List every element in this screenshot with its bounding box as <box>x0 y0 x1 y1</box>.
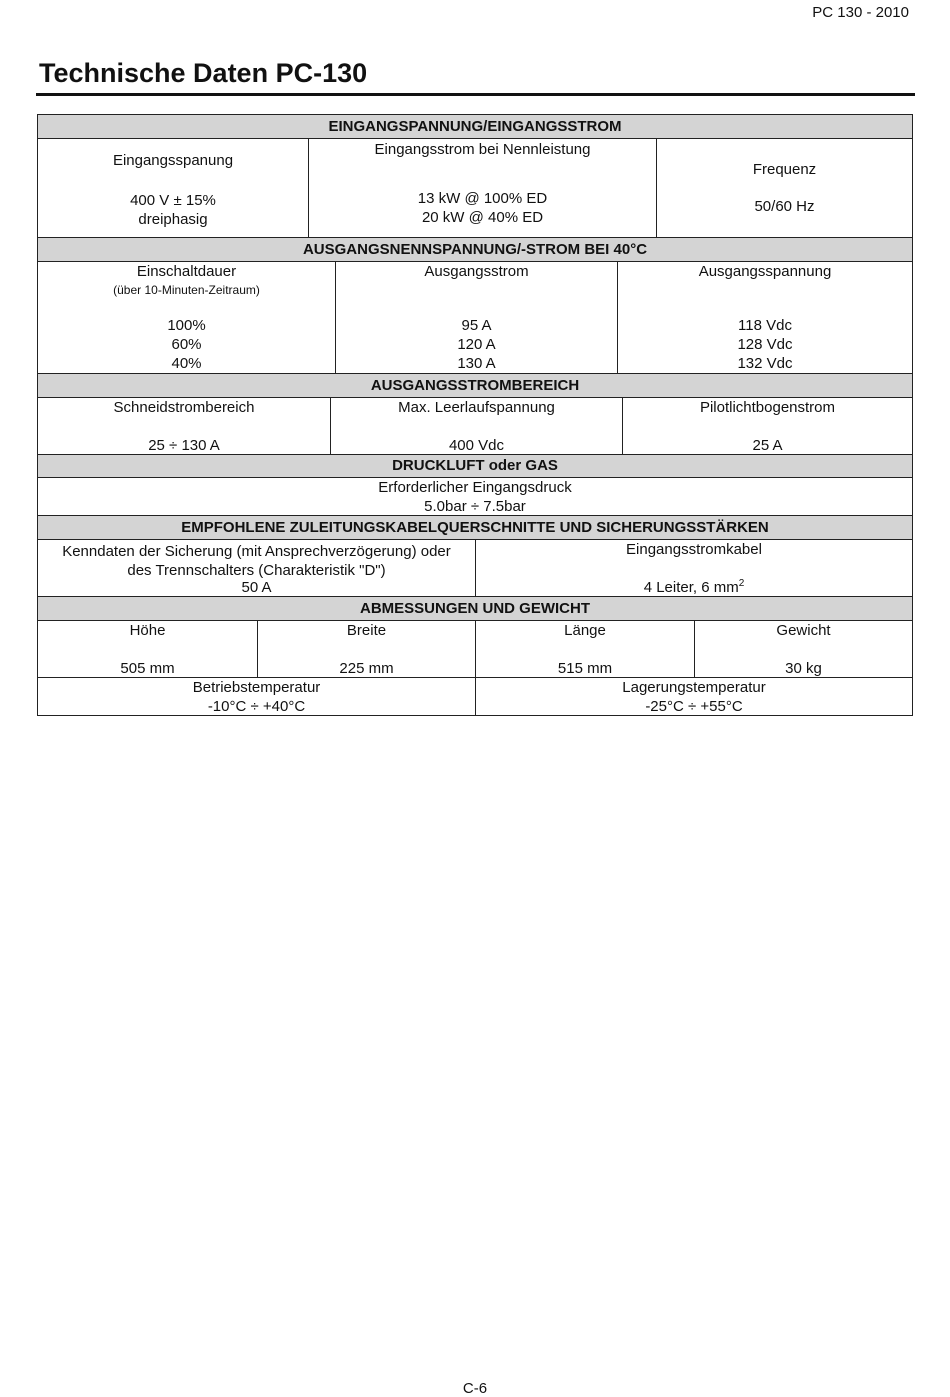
document-reference: PC 130 - 2010 <box>812 4 909 21</box>
open-circuit-voltage-label: Max. Leerlaufspannung <box>398 399 555 416</box>
input-row <box>37 138 913 238</box>
dimensions-heading: ABMESSUNGEN UND GEWICHT <box>37 596 913 621</box>
length-cell <box>475 621 694 677</box>
output-voltage-value: 132 Vdc <box>737 355 793 372</box>
range-row <box>37 397 913 455</box>
operating-temperature-cell <box>38 678 475 715</box>
input-voltage-value: 400 V ± 15% <box>130 192 216 209</box>
duty-cycle-cell <box>38 262 335 373</box>
air-pressure-label: Erforderlicher Eingangsdruck <box>378 479 572 496</box>
input-frequency-value: 50/60 Hz <box>754 198 815 215</box>
height-value: 505 mm <box>120 660 175 677</box>
cutting-range-cell <box>38 398 330 454</box>
operating-temperature-label: Betriebstemperatur <box>192 679 321 696</box>
duty-cycle-note: (über 10-Minuten-Zeitraum) <box>113 283 260 297</box>
air-row <box>37 477 913 516</box>
input-cable-value: 4 Leiter, 6 mm <box>643 579 739 596</box>
height-cell <box>38 621 257 677</box>
input-cable-label: Eingangsstromkabel <box>626 541 762 558</box>
pilot-arc-value: 25 A <box>752 437 783 454</box>
operating-temperature-value: -10°C ÷ +40°C <box>207 698 306 715</box>
output-current-label: Ausgangsstrom <box>424 263 529 280</box>
input-current-label: Eingangsstrom bei Nennleistung <box>374 141 591 158</box>
output-current-value: 95 A <box>461 317 492 334</box>
output-current-value: 120 A <box>457 336 496 353</box>
weight-label: Gewicht <box>776 622 831 639</box>
open-circuit-voltage-value: 400 Vdc <box>448 437 505 454</box>
duty-cycle-label: Einschaltdauer <box>136 263 237 280</box>
storage-temperature-value: -25°C ÷ +55°C <box>645 698 743 715</box>
storage-temperature-cell <box>475 678 912 715</box>
duty-cycle-value: 60% <box>171 336 202 353</box>
pilot-arc-label: Pilotlichtbogenstrom <box>699 399 836 416</box>
weight-value: 30 kg <box>785 660 822 677</box>
cutting-range-label: Schneidstrombereich <box>113 399 255 416</box>
cables-heading: EMPFOHLENE ZULEITUNGSKABELQUERSCHNITTE UND SICHERUNGSSTÄRKEN <box>37 515 913 540</box>
input-current-value-40: 20 kW @ 40% ED <box>421 209 544 226</box>
input-voltage-cell <box>38 139 308 237</box>
output-row <box>37 261 913 374</box>
output-voltage-value: 128 Vdc <box>737 336 793 353</box>
input-voltage-phase: dreiphasig <box>138 211 208 228</box>
cables-row <box>37 539 913 597</box>
temperature-row <box>37 677 913 716</box>
output-current-cell <box>335 262 617 373</box>
fuse-cell <box>38 540 475 596</box>
width-cell <box>257 621 475 677</box>
input-cable-value-line <box>476 578 912 597</box>
dimensions-row <box>37 620 913 678</box>
fuse-label-continued: des Trennschalters (Charakteristik "D") <box>127 562 386 579</box>
output-heading: AUSGANGSNENNSPANNUNG/-STROM BEI 40°C <box>37 237 913 262</box>
storage-temperature-label: Lagerungstemperatur <box>622 679 766 696</box>
output-voltage-label: Ausgangsspannung <box>698 263 832 280</box>
input-cable-unit-exponent: 2 <box>738 578 745 589</box>
input-cable-cell <box>475 540 912 596</box>
length-label: Länge <box>564 622 606 639</box>
input-current-cell <box>308 139 656 237</box>
fuse-label: Kenndaten der Sicherung (mit Ansprechverzögerung) oder <box>62 543 451 560</box>
duty-cycle-value: 40% <box>171 355 202 372</box>
spec-table <box>37 115 913 716</box>
title-rule <box>36 93 915 96</box>
open-circuit-voltage-cell <box>330 398 622 454</box>
input-frequency-cell <box>656 139 912 237</box>
range-heading: AUSGANGSSTROMBEREICH <box>37 373 913 398</box>
weight-cell <box>694 621 912 677</box>
input-voltage-label: Eingangsspanung <box>112 152 234 169</box>
air-pressure-cell <box>38 478 912 515</box>
page-number: C-6 <box>462 1380 488 1397</box>
width-label: Breite <box>346 622 387 639</box>
air-pressure-value: 5.0bar ÷ 7.5bar <box>424 498 526 515</box>
pilot-arc-cell <box>622 398 912 454</box>
output-current-value: 130 A <box>457 355 496 372</box>
height-label: Höhe <box>129 622 166 639</box>
page-title: Technische Daten PC-130 <box>39 58 368 88</box>
input-frequency-label: Frequenz <box>752 161 817 178</box>
cutting-range-value: 25 ÷ 130 A <box>148 437 220 454</box>
fuse-value: 50 A <box>241 579 272 596</box>
length-value: 515 mm <box>557 660 613 677</box>
output-voltage-value: 118 Vdc <box>738 317 792 334</box>
width-value: 225 mm <box>339 660 394 677</box>
duty-cycle-value: 100% <box>167 317 206 334</box>
input-current-value-100: 13 kW @ 100% ED <box>417 190 548 207</box>
air-heading: DRUCKLUFT oder GAS <box>37 454 913 478</box>
input-heading: EINGANGSPANNUNG/EINGANGSSTROM <box>37 114 913 139</box>
output-voltage-cell <box>617 262 912 373</box>
